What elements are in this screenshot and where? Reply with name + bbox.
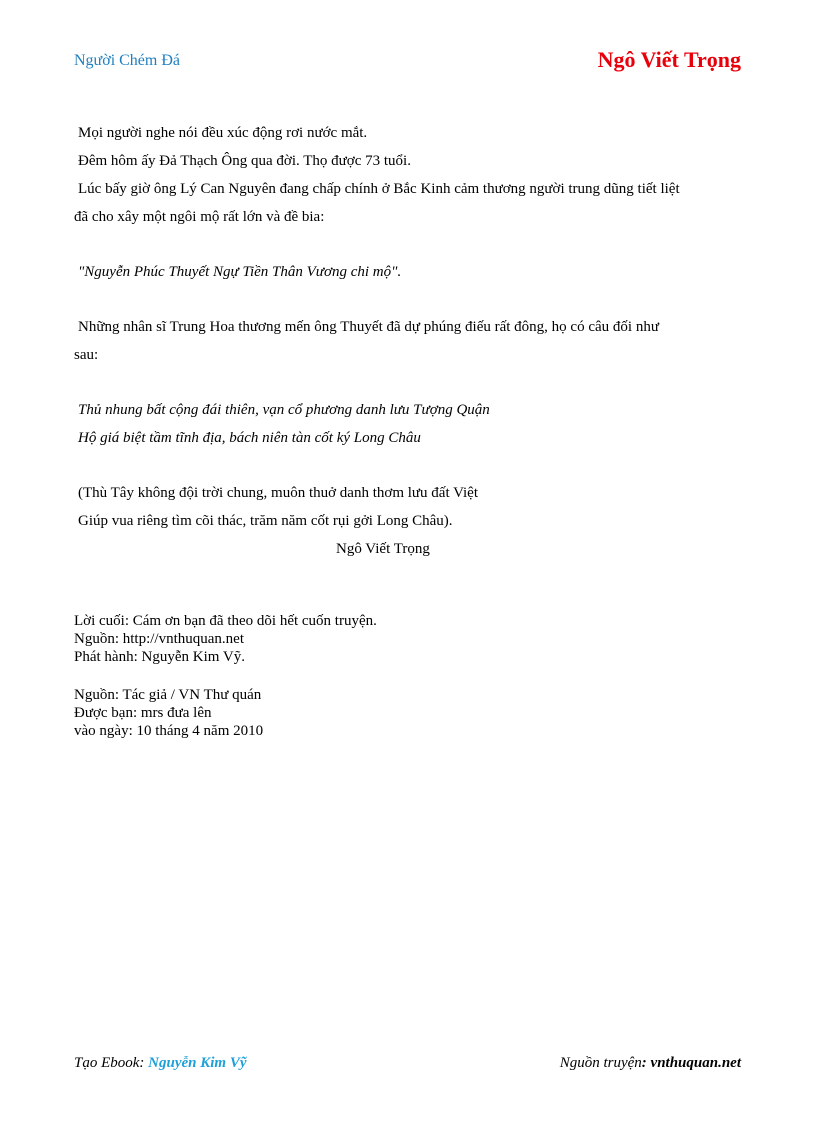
footer-source-label: Nguồn truyện bbox=[559, 1055, 642, 1071]
couplet-line: Thủ nhung bất cộng đái thiên, vạn cổ phương danh lưu Tượng Quận bbox=[78, 402, 490, 418]
footer-ebook-name: Nguyễn Kim Vỹ bbox=[148, 1055, 247, 1071]
body-line: sau: bbox=[74, 347, 99, 363]
footer-ebook-label: Tạo Ebook bbox=[74, 1055, 140, 1071]
footer-source-site: vnthuquan.net bbox=[650, 1055, 741, 1071]
closing-line: Phát hành: Nguyễn Kim Vỹ. bbox=[74, 649, 245, 665]
closing-line: Nguồn: http://vnthuquan.net bbox=[74, 631, 244, 647]
closing-line: vào ngày: 10 tháng 4 năm 2010 bbox=[74, 723, 264, 739]
body-line: Mọi người nghe nói đều xúc động rơi nước mắt. bbox=[78, 125, 368, 141]
closing-line: Nguồn: Tác giả / VN Thư quán bbox=[74, 687, 262, 703]
body-line: Lúc bấy giờ ông Lý Can Nguyên đang chấp chính ở Bắc Kinh cảm thương người trung dũng tiết liệt bbox=[78, 181, 680, 197]
author-name: Ngô Viết Trọng bbox=[597, 47, 741, 72]
body-line: Đêm hôm ấy Đả Thạch Ông qua đời. Thọ được 73 tuổi. bbox=[78, 153, 411, 169]
closing-block-1 bbox=[74, 612, 744, 666]
footer-source-credit bbox=[560, 1055, 741, 1072]
footer-source-sep: : bbox=[641, 1055, 651, 1071]
body-line: Những nhân sĩ Trung Hoa thương mến ông Thuyết đã dự phúng điếu rất đông, họ có câu đối như bbox=[78, 319, 659, 335]
paragraph-2 bbox=[74, 313, 744, 369]
closing-line: Lời cuối: Cám ơn bạn đã theo dõi hết cuốn truyện. bbox=[74, 613, 377, 629]
epitaph: "Nguyễn Phúc Thuyết Ngự Tiền Thân Vương chi mộ". bbox=[78, 264, 402, 280]
footer-ebook-sep: : bbox=[139, 1055, 149, 1071]
book-title: Người Chém Đá bbox=[74, 52, 181, 69]
signature: Ngô Viết Trọng bbox=[336, 541, 430, 557]
couplet bbox=[74, 396, 748, 452]
closing-line: Được bạn: mrs đưa lên bbox=[74, 705, 212, 721]
body-line: đã cho xây một ngôi mộ rất lớn và đề bia: bbox=[74, 209, 325, 225]
closing-block-2 bbox=[74, 686, 744, 740]
couplet-line: Hộ giá biệt tầm tĩnh địa, bách niên tàn cốt ký Long Châu bbox=[78, 430, 421, 446]
paragraph-1 bbox=[74, 119, 744, 231]
translation-line: (Thù Tây không đội trời chung, muôn thuở danh thơm lưu đất Việt bbox=[78, 485, 479, 501]
translation-line: Giúp vua riêng tìm cõi thác, trăm năm cốt rụi gởi Long Châu). bbox=[78, 513, 453, 529]
translation bbox=[74, 479, 748, 535]
footer-ebook-credit bbox=[74, 1055, 247, 1072]
